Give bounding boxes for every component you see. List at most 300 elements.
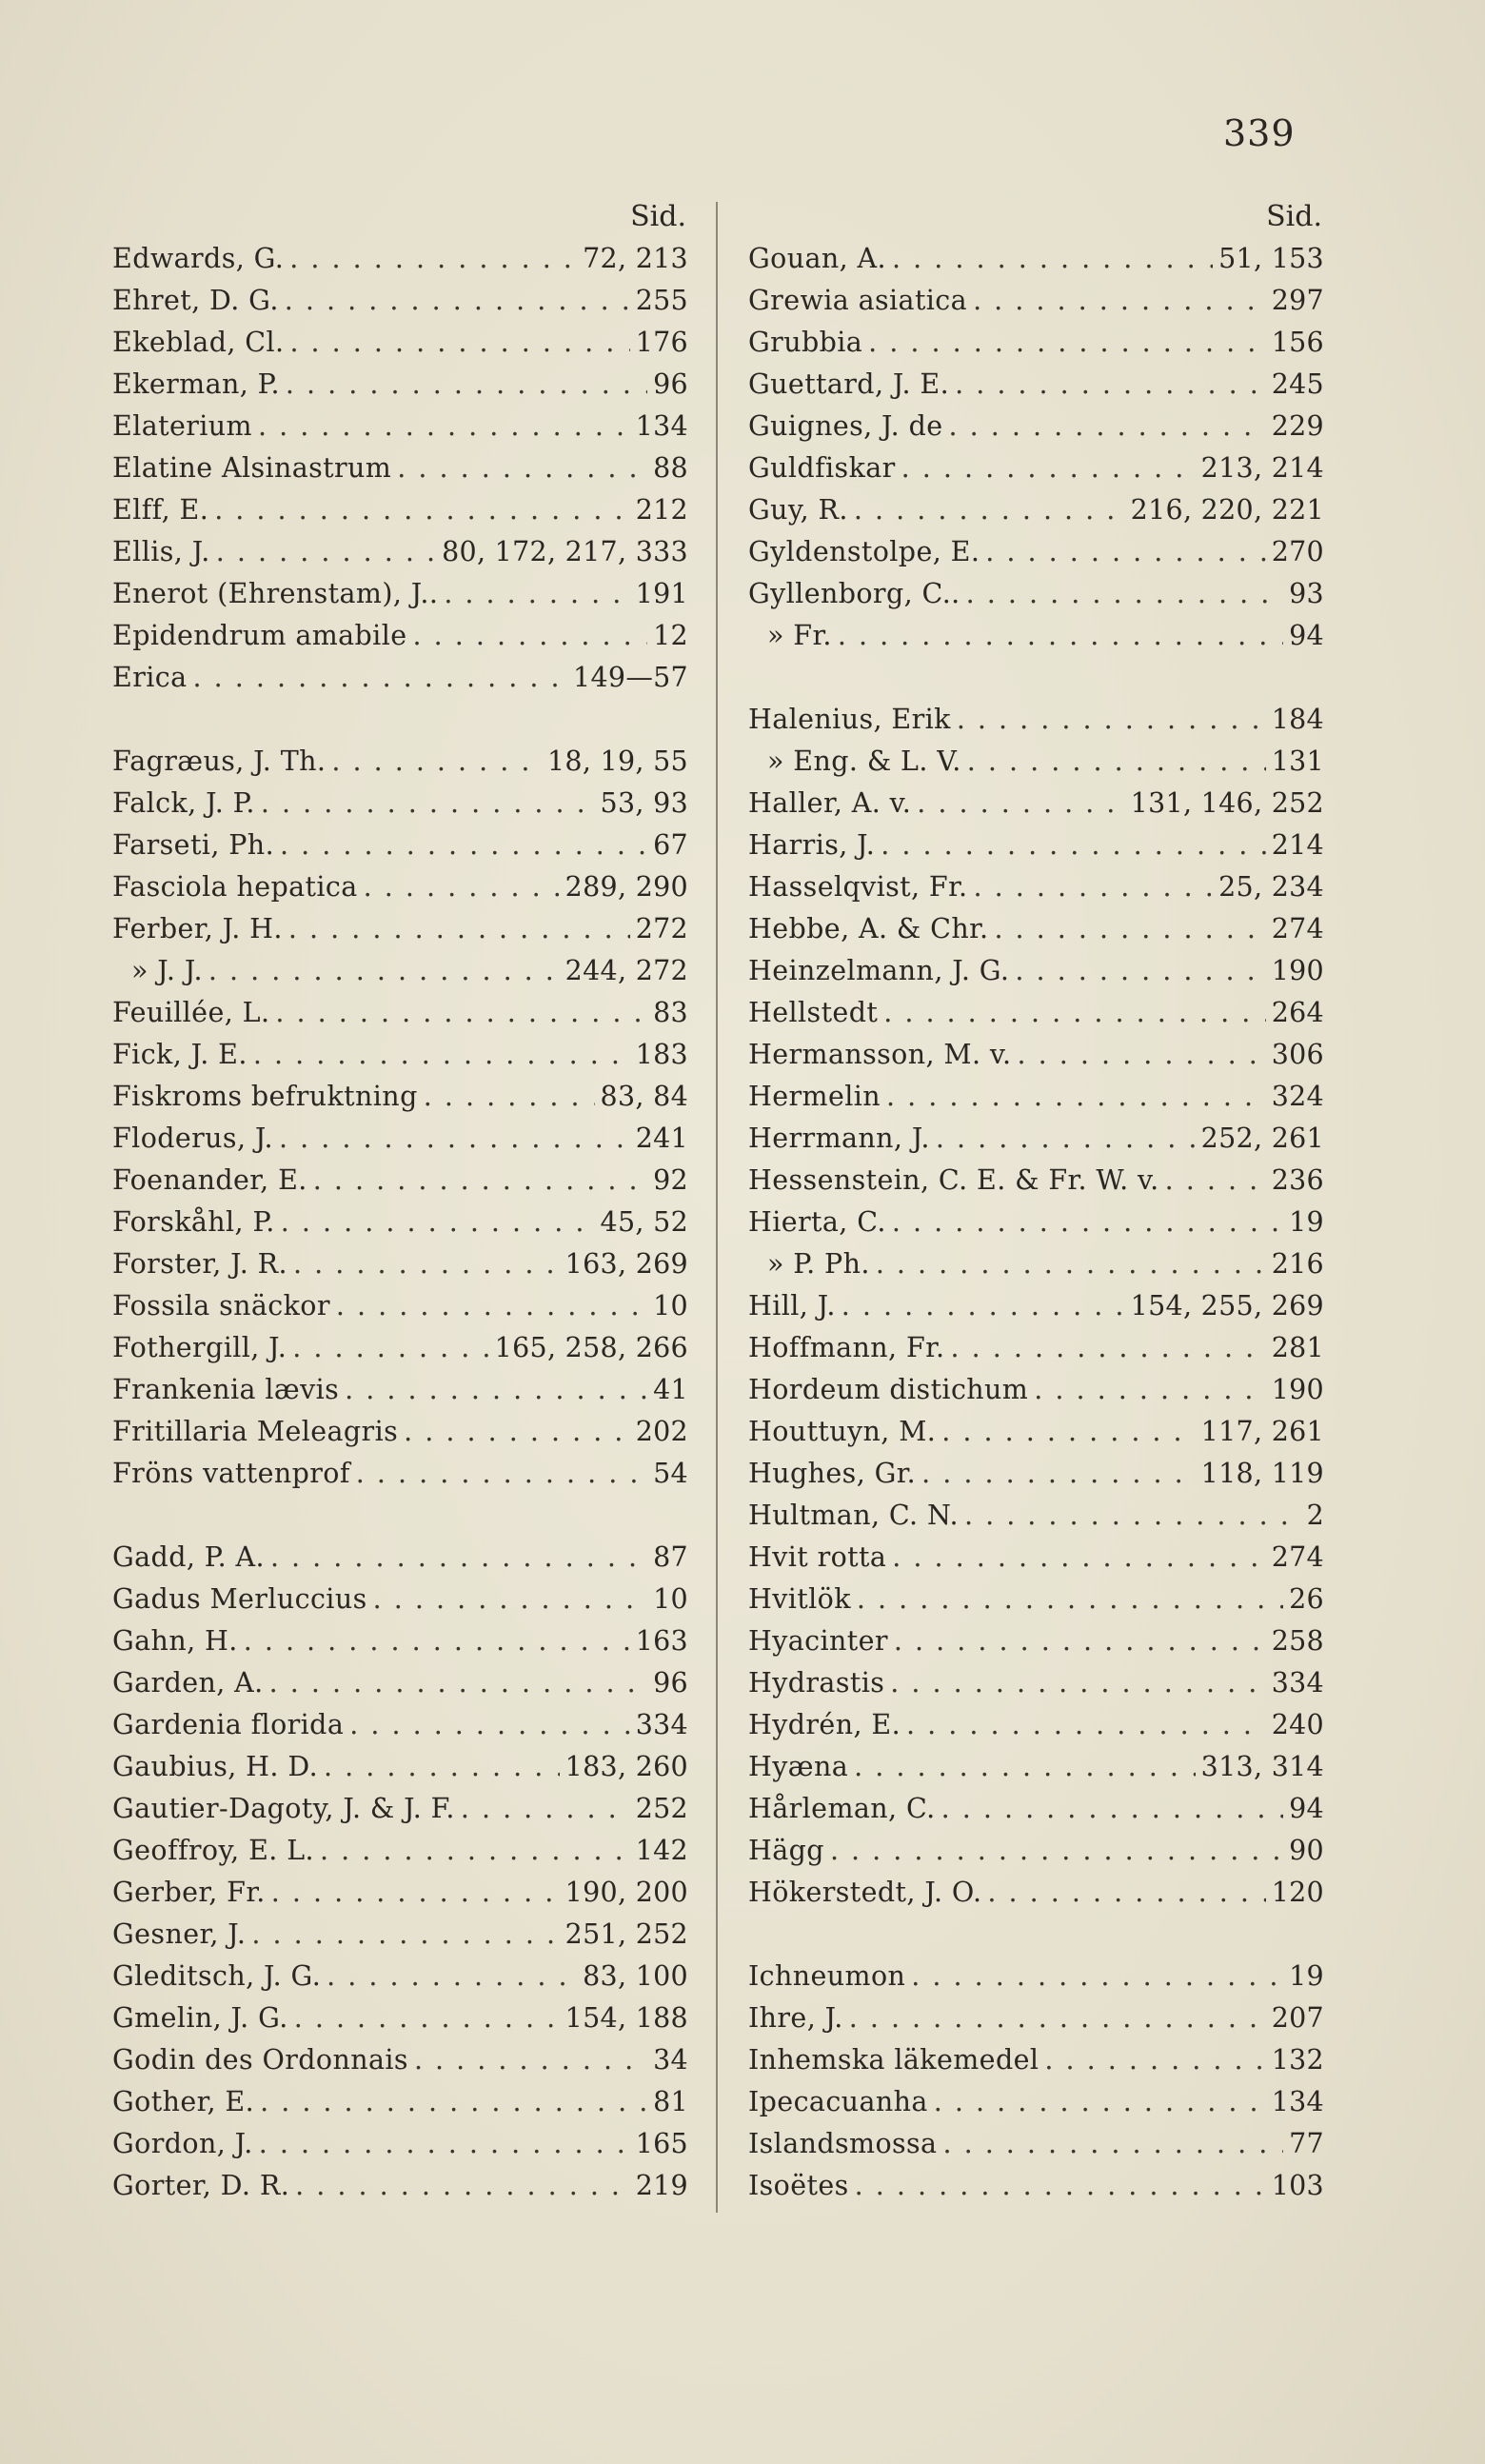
entry-pages: 83 — [653, 997, 688, 1028]
entry-pages: 214 — [1271, 829, 1324, 861]
leader-dots — [1017, 1034, 1265, 1076]
index-entry — [748, 1620, 1324, 1662]
index-entry — [112, 1830, 688, 1872]
entry-term: Hermansson, M. v. — [748, 1039, 1012, 1070]
entry-pages: 77 — [1289, 2128, 1324, 2159]
entry-term: Gordon, J. — [112, 2128, 253, 2159]
entry-term: Ekeblad, Cl. — [112, 327, 285, 358]
leader-dots — [364, 866, 560, 908]
entry-term: Gahn, H. — [112, 1625, 238, 1657]
entry-pages: 92 — [653, 1164, 688, 1196]
index-entry — [748, 1285, 1324, 1327]
index-entry — [112, 1118, 688, 1160]
entry-pages: 41 — [653, 1374, 688, 1405]
index-entry — [748, 992, 1324, 1034]
index-entry — [112, 1872, 688, 1914]
entry-pages: 54 — [653, 1458, 688, 1489]
entry-term: Enerot (Ehrenstam), J.. — [112, 578, 439, 609]
entry-term: Frankenia lævis — [112, 1374, 340, 1405]
entry-term: Falck, J. P. — [112, 787, 255, 819]
leader-dots — [293, 1243, 560, 1285]
entry-pages: 132 — [1271, 2044, 1324, 2076]
entry-term: Herrmann, J. — [748, 1123, 930, 1154]
section-gap — [748, 657, 1324, 699]
leader-dots — [1044, 2039, 1265, 2081]
leader-dots — [313, 1160, 647, 1202]
index-entry — [748, 866, 1324, 908]
leader-dots — [949, 406, 1266, 447]
entry-term: Hoffmann, Fr. — [748, 1332, 945, 1363]
leader-dots — [973, 866, 1213, 908]
leader-dots — [854, 1746, 1196, 1788]
entry-term: Hebbe, A. & Chr. — [748, 913, 989, 944]
entry-term: Hydrastis — [748, 1667, 885, 1699]
leader-dots — [193, 657, 568, 699]
entry-pages: 191 — [635, 578, 688, 609]
index-entry — [748, 1118, 1324, 1160]
entry-pages: 183, 260 — [564, 1751, 688, 1782]
entry-term: » J. J. — [131, 955, 203, 986]
entry-term: Halenius, Erik — [748, 704, 951, 735]
index-entry — [112, 1160, 688, 1202]
index-entry — [112, 1076, 688, 1118]
entry-pages: 90 — [1289, 1835, 1324, 1866]
entry-pages: 236 — [1271, 1164, 1324, 1196]
entry-term: Foenander, E. — [112, 1164, 307, 1196]
entry-term: Elff, E. — [112, 494, 209, 526]
entry-term: Hasselqvist, Fr. — [748, 871, 968, 903]
entry-term: Gmelin, J. G. — [112, 2002, 288, 2034]
index-entry — [748, 1076, 1324, 1118]
index-entry — [748, 489, 1324, 531]
leader-dots — [356, 1453, 647, 1495]
entry-term: Gadus Merluccius — [112, 1583, 367, 1615]
entry-term: Hessenstein, C. E. & Fr. W. v. — [748, 1164, 1159, 1196]
leader-dots — [892, 238, 1213, 280]
index-entry — [112, 1243, 688, 1285]
leader-dots — [345, 1369, 647, 1411]
entry-pages: 202 — [635, 1416, 688, 1447]
entry-term: Gardenia florida — [112, 1709, 345, 1740]
leader-dots — [936, 1118, 1196, 1160]
index-entry — [748, 322, 1324, 364]
leader-dots — [876, 1243, 1266, 1285]
entry-term: Elaterium — [112, 410, 252, 442]
leader-dots — [964, 1495, 1301, 1537]
index-entry — [112, 741, 688, 783]
entry-term: Guettard, J. E. — [748, 368, 950, 400]
entry-term: » Fr. — [767, 620, 832, 651]
leader-dots — [892, 1537, 1265, 1579]
leader-dots — [259, 2123, 630, 2165]
entry-term: Gyllenborg, C.. — [748, 578, 960, 609]
entry-pages: 93 — [1289, 578, 1324, 609]
entry-term: Hultman, C. N. — [748, 1500, 959, 1531]
entry-term: Gesner, J. — [112, 1918, 247, 1950]
entry-pages: 264 — [1271, 997, 1324, 1028]
entry-pages: 244, 272 — [564, 955, 688, 986]
index-entry — [748, 1662, 1324, 1704]
entry-pages: 240 — [1271, 1709, 1324, 1740]
entry-pages: 134 — [1271, 2086, 1324, 2117]
entry-term: Fick, J. E. — [112, 1039, 248, 1070]
index-entry — [112, 825, 688, 866]
index-entry — [112, 1369, 688, 1411]
entry-pages: 207 — [1271, 2002, 1324, 2034]
entry-pages: 51, 153 — [1218, 243, 1324, 274]
entry-pages: 131 — [1271, 745, 1324, 777]
leader-dots — [324, 1746, 560, 1788]
index-column-left — [112, 196, 688, 2207]
leader-dots — [942, 2123, 1283, 2165]
leader-dots — [1015, 950, 1265, 992]
index-entry — [112, 1453, 688, 1495]
entry-term: Isoëtes — [748, 2170, 849, 2201]
leader-dots — [244, 1620, 630, 1662]
entry-pages: 165, 258, 266 — [494, 1332, 688, 1363]
entry-pages: 156 — [1271, 327, 1324, 358]
entry-term: Erica — [112, 662, 188, 693]
index-entry — [112, 1327, 688, 1369]
leader-dots — [320, 1830, 630, 1872]
index-entry — [112, 866, 688, 908]
entry-term: Fasciola hepatica — [112, 871, 358, 903]
entry-pages: 81 — [653, 2086, 688, 2117]
entry-pages: 10 — [653, 1583, 688, 1615]
entry-pages: 229 — [1271, 410, 1324, 442]
entry-term: Elatine Alsinastrum — [112, 452, 392, 484]
entry-pages: 306 — [1271, 1039, 1324, 1070]
entry-term: Ehret, D. G. — [112, 285, 279, 316]
entry-term: Hughes, Gr. — [748, 1458, 917, 1489]
index-entry — [748, 1704, 1324, 1746]
entry-term: Fiskroms befruktning — [112, 1081, 418, 1112]
leader-dots — [294, 1997, 560, 2039]
leader-dots — [901, 447, 1196, 489]
section-gap — [748, 1914, 1324, 1956]
leader-dots — [251, 1914, 559, 1956]
entry-term: Fritillaria Meleagris — [112, 1416, 399, 1447]
entry-term: Ipecacuanha — [748, 2086, 928, 2117]
entry-term: Hvitlök — [748, 1583, 851, 1615]
entry-pages: 117, 261 — [1200, 1416, 1324, 1447]
entry-pages: 120 — [1271, 1877, 1324, 1908]
entry-pages: 94 — [1289, 1793, 1324, 1824]
entry-pages: 80, 172, 217, 333 — [442, 536, 688, 567]
leader-dots — [286, 364, 647, 406]
leader-dots — [854, 489, 1125, 531]
entry-term: Haller, A. v. — [748, 787, 912, 819]
leader-dots — [911, 1956, 1283, 1997]
entry-term: Ellis, J. — [112, 536, 210, 567]
index-entry — [748, 2039, 1324, 2081]
leader-dots — [414, 2039, 647, 2081]
entry-term: Hyæna — [748, 1751, 849, 1782]
leader-dots — [890, 1662, 1265, 1704]
index-entry — [748, 741, 1324, 783]
entry-pages: 131, 146, 252 — [1130, 787, 1324, 819]
entry-pages: 281 — [1271, 1332, 1324, 1363]
index-column-right — [748, 196, 1324, 2207]
entry-pages: 183 — [635, 1039, 688, 1070]
index-entry — [112, 1914, 688, 1956]
entry-term: Gorter, D. R. — [112, 2170, 290, 2201]
leader-dots — [373, 1579, 648, 1620]
index-entry — [112, 908, 688, 950]
section-gap — [112, 699, 688, 741]
index-entry — [112, 573, 688, 615]
leader-dots — [281, 1202, 595, 1243]
entry-term: Gerber, Fr. — [112, 1877, 266, 1908]
entry-pages: 163, 269 — [564, 1248, 688, 1280]
entry-term: Guignes, J. de — [748, 410, 943, 442]
index-entry — [748, 1369, 1324, 1411]
index-entry — [112, 1788, 688, 1830]
index-entry — [112, 950, 688, 992]
entry-term: Guy, R. — [748, 494, 848, 526]
entry-pages: 94 — [1289, 620, 1324, 651]
index-entry — [748, 1411, 1324, 1453]
index-entry — [748, 2123, 1324, 2165]
page-number: 339 — [1223, 112, 1296, 154]
leader-dots — [917, 783, 1124, 825]
leader-dots — [208, 950, 560, 992]
leader-dots — [941, 1788, 1284, 1830]
index-entry — [748, 1997, 1324, 2039]
index-entry — [748, 573, 1324, 615]
column-header-right — [748, 196, 1324, 238]
entry-pages: 154, 255, 269 — [1130, 1290, 1324, 1321]
entry-pages: 83, 100 — [583, 1960, 688, 1992]
entry-term: Hill, J. — [748, 1290, 836, 1321]
leader-dots — [288, 908, 630, 950]
entry-pages: 176 — [635, 327, 688, 358]
leader-dots — [842, 1285, 1125, 1327]
column-header-label: Sid. — [630, 200, 686, 233]
entry-term: Feuillée, L. — [112, 997, 270, 1028]
leader-dots — [279, 1118, 630, 1160]
index-entry — [112, 1662, 688, 1704]
index-entry — [112, 1704, 688, 1746]
entry-pages: 324 — [1271, 1081, 1324, 1112]
leader-dots — [261, 783, 595, 825]
entry-term: Hägg — [748, 1835, 824, 1866]
entry-term: Hierta, C. — [748, 1206, 886, 1238]
entry-pages: 313, 314 — [1200, 1751, 1324, 1782]
leader-dots — [424, 1076, 595, 1118]
leader-dots — [966, 573, 1284, 615]
entry-term: Ichneumon — [748, 1960, 906, 1992]
index-entry — [112, 783, 688, 825]
entry-pages: 72, 213 — [583, 243, 688, 274]
entry-term: Hordeum distichum — [748, 1374, 1029, 1405]
index-entry — [748, 280, 1324, 322]
index-entry — [112, 992, 688, 1034]
entry-term: Ferber, J. H. — [112, 913, 283, 944]
index-entry — [748, 531, 1324, 573]
entry-pages: 272 — [635, 913, 688, 944]
index-entry — [112, 657, 688, 699]
index-entry — [748, 1160, 1324, 1202]
leader-dots — [894, 1620, 1266, 1662]
leader-dots — [1034, 1369, 1265, 1411]
entry-term: Ekerman, P. — [112, 368, 280, 400]
leader-dots — [253, 1034, 630, 1076]
entry-term: Hårleman, C. — [748, 1793, 936, 1824]
index-entry — [748, 1872, 1324, 1914]
index-entry — [748, 615, 1324, 657]
entry-pages: 212 — [635, 494, 688, 526]
index-entry — [112, 1746, 688, 1788]
entry-term: Fothergill, J. — [112, 1332, 287, 1363]
entry-term: Godin des Ordonnais — [112, 2044, 408, 2076]
index-entry — [748, 1956, 1324, 1997]
leader-dots — [892, 1202, 1283, 1243]
leader-dots — [295, 2165, 630, 2207]
entry-pages: 134 — [635, 410, 688, 442]
leader-dots — [994, 908, 1265, 950]
entry-pages: 34 — [653, 2044, 688, 2076]
entry-term: Garden, A. — [112, 1667, 264, 1699]
index-entry — [748, 1830, 1324, 1872]
entry-term: Hellstedt — [748, 997, 879, 1028]
entry-pages: 334 — [1271, 1667, 1324, 1699]
leader-dots — [985, 531, 1265, 573]
leader-dots — [412, 615, 647, 657]
entry-pages: 53, 93 — [600, 787, 688, 819]
entry-term: Floderus, J. — [112, 1123, 273, 1154]
index-entry — [112, 322, 688, 364]
entry-pages: 67 — [653, 829, 688, 861]
entry-pages: 297 — [1271, 285, 1324, 316]
entry-term: Grewia asiatica — [748, 285, 968, 316]
column-divider — [716, 202, 718, 2213]
entry-term: Harris, J. — [748, 829, 876, 861]
entry-pages: 219 — [635, 2170, 688, 2201]
leader-dots — [868, 322, 1266, 364]
leader-dots — [271, 1872, 560, 1914]
entry-pages: 149—57 — [573, 662, 688, 693]
entry-pages: 190 — [1271, 1374, 1324, 1405]
index-entry — [748, 1327, 1324, 1369]
index-entry — [748, 2081, 1324, 2123]
entry-pages: 251, 252 — [564, 1918, 688, 1950]
entry-pages: 289, 290 — [564, 871, 688, 903]
leader-dots — [404, 1411, 630, 1453]
index-entry — [748, 1495, 1324, 1537]
index-entry — [112, 489, 688, 531]
index-entry — [748, 783, 1324, 825]
leader-dots — [987, 1872, 1265, 1914]
entry-pages: 118, 119 — [1200, 1458, 1324, 1489]
index-entry — [748, 1202, 1324, 1243]
entry-term: Gautier-Dagoty, J. & J. F. — [112, 1793, 455, 1824]
leader-dots — [285, 280, 630, 322]
entry-pages: 258 — [1271, 1625, 1324, 1657]
entry-pages: 245 — [1271, 368, 1324, 400]
entry-term: Forster, J. R. — [112, 1248, 288, 1280]
index-entry — [748, 2165, 1324, 2207]
entry-pages: 19 — [1289, 1206, 1324, 1238]
leader-dots — [289, 238, 577, 280]
index-entry — [748, 447, 1324, 489]
entry-term: Forskåhl, P. — [112, 1206, 275, 1238]
leader-dots — [1165, 1160, 1266, 1202]
entry-term: Fröns vattenprof — [112, 1458, 350, 1489]
leader-dots — [214, 489, 630, 531]
index-entry — [112, 1620, 688, 1662]
leader-dots — [857, 1579, 1283, 1620]
index-entry — [748, 1034, 1324, 1076]
entry-term: Gother, E. — [112, 2086, 255, 2117]
entry-pages: 190, 200 — [564, 1877, 688, 1908]
entry-pages: 216 — [1271, 1248, 1324, 1280]
entry-term: Fagræus, J. Th. — [112, 745, 327, 777]
entry-pages: 213, 214 — [1200, 452, 1324, 484]
leader-dots — [941, 1411, 1195, 1453]
entry-pages: 2 — [1306, 1500, 1324, 1531]
entry-pages: 25, 234 — [1218, 871, 1324, 903]
index-entry — [112, 1411, 688, 1453]
leader-dots — [886, 1076, 1266, 1118]
leader-dots — [444, 573, 629, 615]
leader-dots — [258, 406, 630, 447]
entry-term: Fossila snäckor — [112, 1290, 330, 1321]
leader-dots — [292, 1327, 488, 1369]
entry-pages: 142 — [635, 1835, 688, 1866]
leader-dots — [967, 741, 1266, 783]
entry-term: Inhemska läkemedel — [748, 2044, 1040, 2076]
index-entry — [112, 238, 688, 280]
index-entry — [112, 447, 688, 489]
index-entry — [112, 2123, 688, 2165]
entry-term: Hyacinter — [748, 1625, 888, 1657]
index-entry — [112, 1997, 688, 2039]
leader-dots — [830, 1830, 1283, 1872]
entry-pages: 165 — [635, 2128, 688, 2159]
entry-term: Hökerstedt, J. O. — [748, 1877, 982, 1908]
leader-dots — [216, 531, 436, 573]
entry-term: Islandsmossa — [748, 2128, 938, 2159]
leader-dots — [855, 2165, 1266, 2207]
leader-dots — [921, 1453, 1196, 1495]
entry-term: » P. Ph. — [767, 1248, 870, 1280]
index-entry — [112, 531, 688, 573]
entry-pages: 18, 19, 55 — [546, 745, 688, 777]
leader-dots — [275, 992, 647, 1034]
leader-dots — [957, 699, 1266, 741]
entry-term: Guldfiskar — [748, 452, 896, 484]
leader-dots — [331, 741, 542, 783]
entry-pages: 103 — [1271, 2170, 1324, 2201]
entry-term: Gaubius, H. D. — [112, 1751, 319, 1782]
leader-dots — [327, 1956, 577, 1997]
entry-term: Hydrén, E. — [748, 1709, 901, 1740]
entry-pages: 26 — [1289, 1583, 1324, 1615]
entry-term: Ihre, J. — [748, 2002, 843, 2034]
leader-dots — [269, 1662, 648, 1704]
entry-term: Houttuyn, M. — [748, 1416, 937, 1447]
entry-pages: 88 — [653, 452, 688, 484]
index-entry — [112, 2165, 688, 2207]
leader-dots — [881, 825, 1265, 866]
entry-pages: 96 — [653, 368, 688, 400]
index-entry — [112, 1537, 688, 1579]
leader-dots — [838, 615, 1283, 657]
leader-dots — [461, 1788, 630, 1830]
leader-dots — [280, 825, 647, 866]
column-header-label: Sid. — [1266, 200, 1322, 233]
